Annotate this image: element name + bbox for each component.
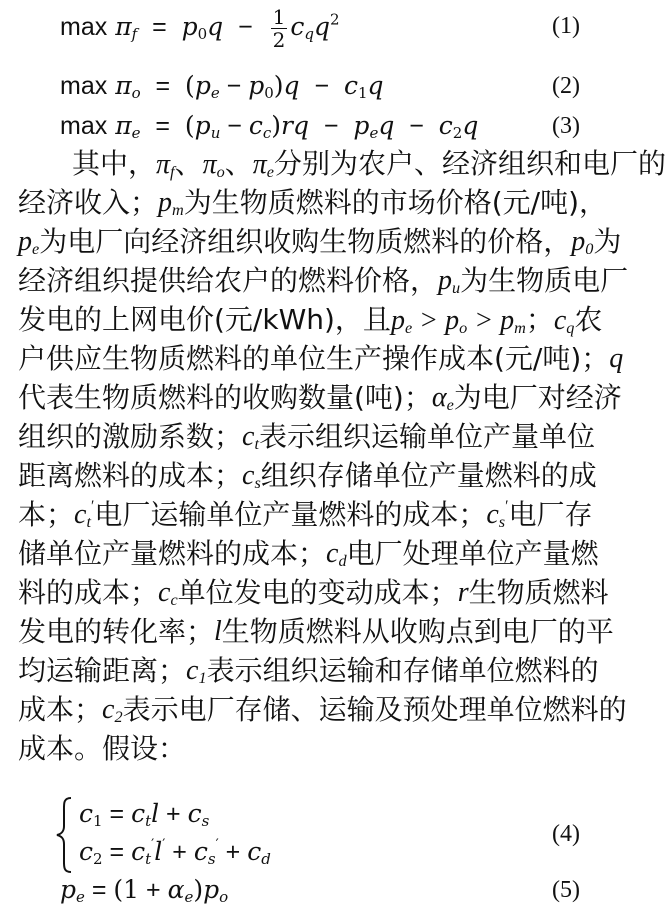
body-paragraph	[18, 144, 666, 768]
equation-2-expression: $\max \pi_o = (p_e - p_0)q - c_1q$	[60, 71, 384, 102]
equation-2	[60, 66, 580, 106]
text-line: 发电的转化率； l 生物质燃料从收购点到电厂的平	[18, 615, 614, 648]
text-line: 本； $c_t'$ 电厂运输单位产量燃料的成本； $c_s'$ 电厂存	[18, 497, 593, 532]
text-line: 经济收入； $p_m$ 为生物质燃料的市场价格(元/吨)，	[18, 186, 608, 220]
equation-number: (3)	[552, 113, 580, 139]
fraction-one-half: $\frac{1}{2}$	[272, 5, 286, 52]
equation-5-expression: $p_e = (1 + \alpha_e)p_o$	[60, 875, 229, 906]
text-line: 均运输距离； $c_1$ 表示组织运输和存储单位燃料的	[18, 654, 599, 688]
max-operator: max	[60, 13, 108, 41]
text-line: 发电的上网电价(元/kWh)，且 $p_e > p_o > p_m$；$c_q$ 农	[18, 303, 603, 338]
text-line: 距离燃料的成本； $c_s$ 组织存储单位产量燃料的成	[18, 459, 597, 493]
text-line: $p_e$ 为电厂向经济组织收购生物质燃料的价格， $p_0$ 为	[18, 225, 622, 259]
text-line: 成本； $c_2$ 表示电厂存储、运输及预处理单位燃料的	[18, 693, 627, 727]
equation-number: (1)	[552, 13, 580, 39]
max-operator: max	[60, 72, 108, 100]
equation-1	[60, 5, 580, 52]
equation-number: (2)	[552, 73, 580, 99]
text-line: 其中， $\pi_f$、$\pi_o$、$\pi_e$ 分别为农户、经济组织和电厂的	[72, 147, 666, 182]
equation-3-expression: $\max \pi_e = (p_u - c_c)rq - p_eq - c_2q$	[60, 111, 479, 142]
text-line: 成本。假设：	[18, 732, 187, 765]
equation-5	[60, 870, 580, 910]
equation-3	[60, 106, 580, 146]
equation-4-system	[55, 792, 580, 876]
equation-number: (4)	[552, 821, 580, 847]
text-line: 代表生物质燃料的收购数量(吨)； $\alpha_e$ 为电厂对经济	[18, 381, 622, 415]
text-line: 料的成本； $c_c$ 单位发电的变动成本； r 生物质燃料	[18, 576, 609, 610]
equation-4-line-1: $c_1 = c_tl + c_s$	[79, 799, 210, 830]
equation-1-expression: $\max \pi_f = p_0q$ − $\frac{1}{2}$ $c_qq^2$	[60, 5, 340, 52]
max-operator: max	[60, 112, 108, 140]
equation-4-line-2: $c_2 = c_t'l' + c_s' + c_d$	[79, 837, 271, 868]
text-line: 组织的激励系数； $c_t$ 表示组织运输单位产量单位	[18, 420, 595, 454]
equation-number: (5)	[552, 877, 580, 903]
left-brace-icon	[55, 796, 75, 874]
text-line: 户供应生物质燃料的单位生产操作成本(元/吨)； q	[18, 342, 624, 375]
text-line: 储单位产量燃料的成本； $c_d$ 电厂处理单位产量燃	[18, 537, 599, 571]
text-line: 经济组织提供给农户的燃料价格， $p_u$ 为生物质电厂	[18, 264, 629, 298]
